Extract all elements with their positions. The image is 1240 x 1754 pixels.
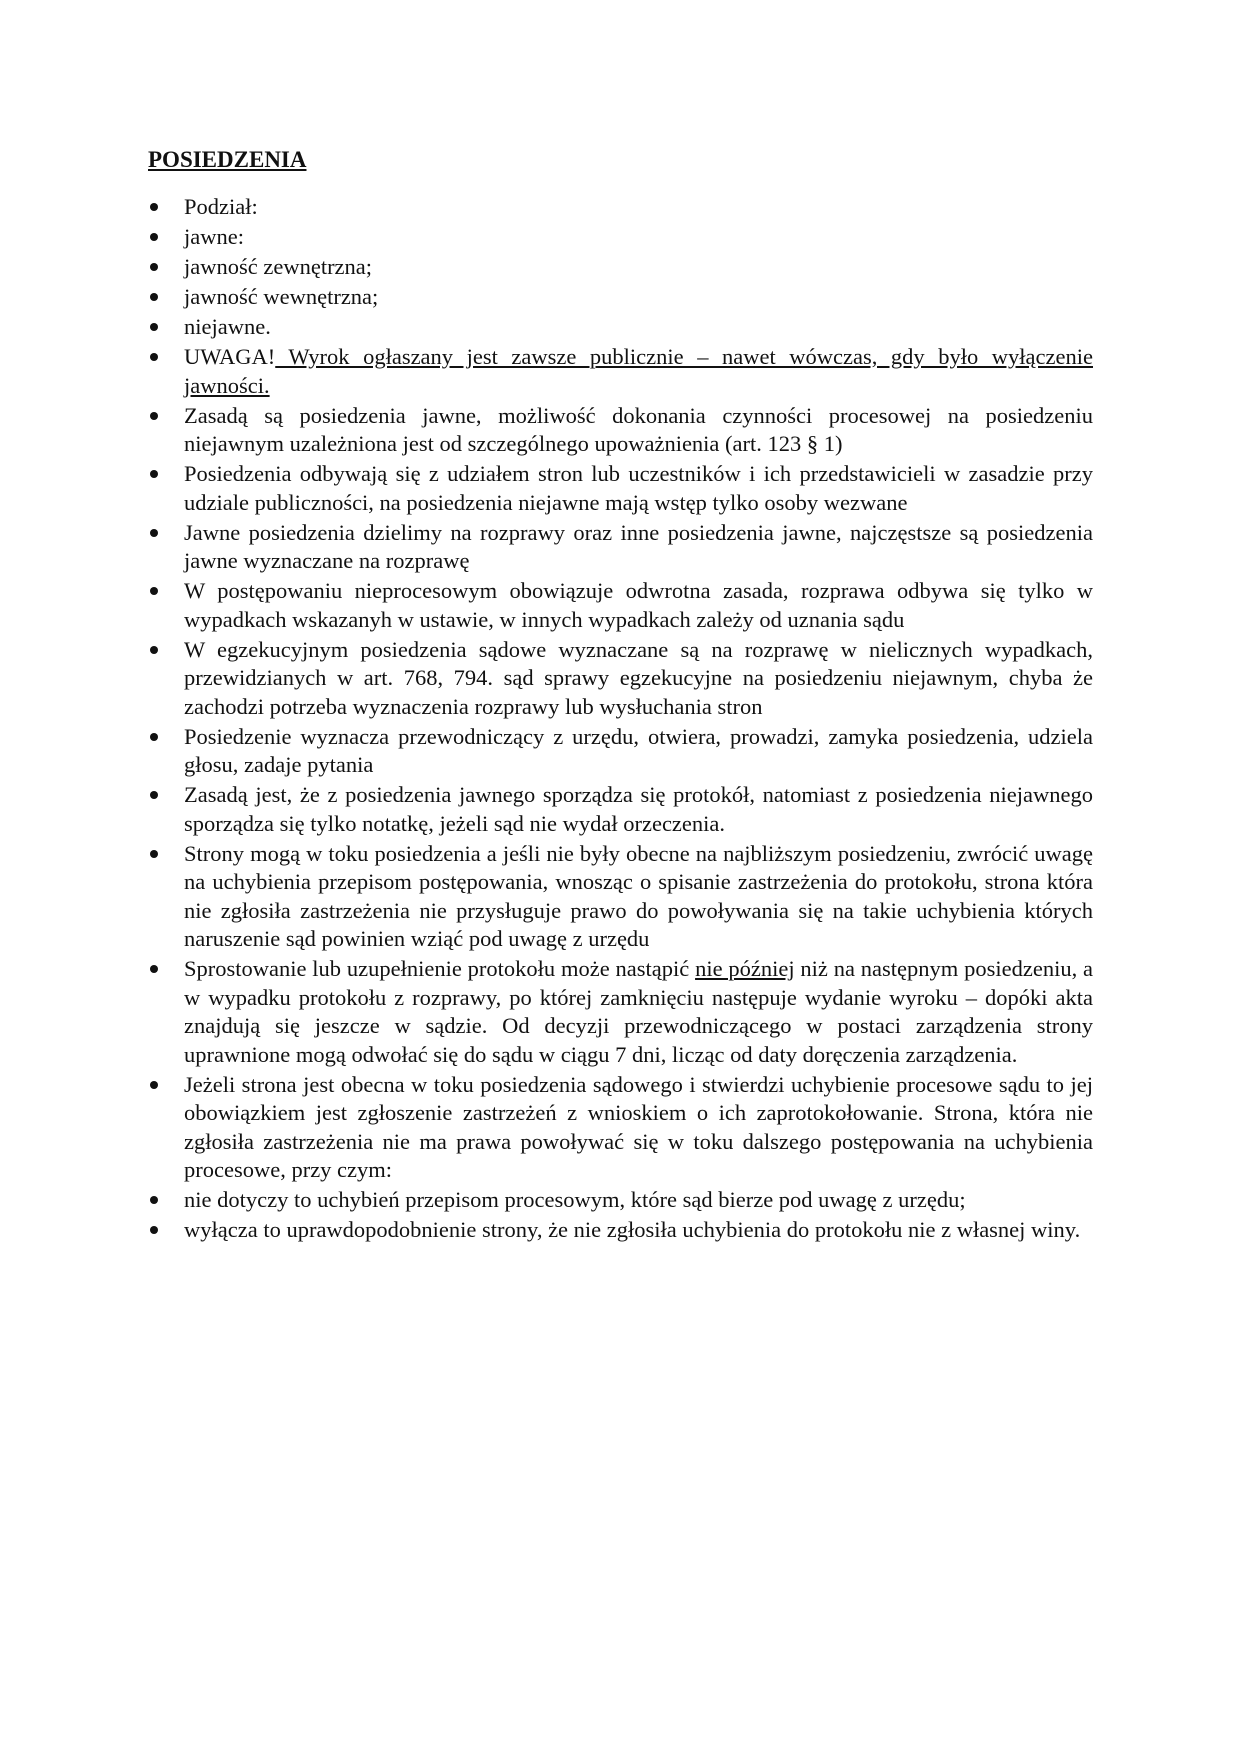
- bullet-icon: [150, 1196, 158, 1204]
- list-item-text: jawność zewnętrzna;: [184, 254, 373, 279]
- bullet-list: [148, 193, 1093, 1245]
- list-item-text-before: Sprostowanie lub uzupełnienie protokołu może nastąpić: [184, 956, 696, 981]
- list-item: [148, 636, 1093, 722]
- bullet-icon: [150, 587, 158, 595]
- list-item: [148, 253, 1093, 282]
- list-item-text: W egzekucyjnym posiedzenia sądowe wyznaczane są na rozprawę w nielicznych wypadkach, przewidzianych w art. 768, 794. sąd sprawy egzekucyjne na posiedzeniu niejawnym, chyba że zachodzi potrzeba wyznaczenia rozprawy lub wysłuchania stron: [184, 636, 1093, 719]
- list-item: [148, 519, 1093, 576]
- bullet-icon: [150, 353, 158, 361]
- list-item-text: Zasadą jest, że z posiedzenia jawnego sporządza się protokół, natomiast z posiedzenia niejawnego sporządza się tylko notatkę, jeżeli sąd nie wydał orzeczenia.: [184, 782, 1093, 836]
- bullet-icon: [150, 470, 158, 478]
- bullet-icon: [150, 850, 158, 858]
- list-item-text: Posiedzenie wyznacza przewodniczący z urzędu, otwiera, prowadzi, zamyka posiedzenia, udziela głosu, zadaje pytania: [184, 723, 1093, 777]
- list-item: [148, 223, 1093, 252]
- list-item-text: Jeżeli strona jest obecna w toku posiedzenia sądowego i stwierdzi uchybienie procesowe sądu to jej obowiązkiem jest zgłoszenie zastrzeżeń z wnioskiem o ich zaprotokołowanie. Strona, która nie zgłosiła zastrzeżenia nie ma prawa powoływać się w toku dalszego postępowania na uchybienia procesowe, przy czym:: [184, 1071, 1093, 1182]
- list-item-text: Strony mogą w toku posiedzenia a jeśli nie były obecne na najbliższym posiedzeniu, zwrócić uwagę na uchybienia przepisom postępowania, wnosząc o spisanie zastrzeżenia do protokołu, strona która nie zgłosiła zastrzeżenia nie przysługuje prawo do powoływania się na takie uchybienia których naruszenie sąd powinien wziąć pod uwagę z urzędu: [184, 840, 1093, 951]
- list-item-text: Posiedzenia odbywają się z udziałem stron lub uczestników i ich przedstawicieli w zasadzie przy udziale publiczności, na posiedzenia niejawne mają wstęp tylko osoby wezwane: [184, 461, 1093, 515]
- bullet-icon: [150, 965, 158, 973]
- list-item-text: W postępowaniu nieprocesowym obowiązuje odwrotna zasada, rozprawa odbywa się tylko w wypadkach wskazanyh w ustawie, w innych wypadkach zależy od uznania sądu: [184, 578, 1093, 632]
- warning-label: UWAGA!: [184, 344, 276, 369]
- list-item: [148, 193, 1093, 222]
- bullet-icon: [150, 1226, 158, 1234]
- underlined-phrase: nie później: [695, 956, 795, 981]
- list-item: [148, 460, 1093, 517]
- list-item: [148, 313, 1093, 342]
- list-item-text: Podział:: [184, 194, 258, 219]
- list-item: [148, 283, 1093, 312]
- list-item-text: niejawne.: [184, 314, 271, 339]
- bullet-icon: [150, 1081, 158, 1089]
- list-item: [148, 955, 1093, 1069]
- bullet-icon: [150, 233, 158, 241]
- bullet-icon: [150, 646, 158, 654]
- bullet-icon: [150, 412, 158, 420]
- list-item: [148, 840, 1093, 954]
- list-item-text: nie dotyczy to uchybień przepisom procesowym, które sąd bierze pod uwagę z urzędu;: [184, 1187, 966, 1212]
- list-item-text-after: niż na następnym posiedzeniu, a w wypadku protokołu z rozprawy, po której zamknięciu następuje wydanie wyroku – dopóki akta znajdują się jeszcze w sądzie. Od decyzji przewodniczącego w postaci zarządzenia strony uprawnione mogą odwołać się do sądu w ciągu 7 dni, licząc od daty doręczenia zarządzenia.: [184, 956, 1093, 1067]
- bullet-icon: [150, 203, 158, 211]
- page-title: POSIEDZENIA: [148, 147, 307, 172]
- list-item-text: jawne:: [184, 224, 244, 249]
- list-item: [148, 402, 1093, 459]
- bullet-icon: [150, 293, 158, 301]
- list-item: [148, 577, 1093, 634]
- list-item-text: wyłącza to uprawdopodobnienie strony, że nie zgłosiła uchybienia do protokołu nie z własnej winy.: [184, 1217, 1081, 1242]
- list-item: [148, 1216, 1093, 1245]
- list-item: [148, 781, 1093, 838]
- list-item-text: jawność wewnętrzna;: [184, 284, 379, 309]
- list-item: [148, 1186, 1093, 1215]
- warning-underlined-text: Wyrok ogłaszany jest zawsze publicznie – nawet wówczas, gdy było wyłączenie jawności.: [184, 344, 1093, 398]
- bullet-icon: [150, 529, 158, 537]
- list-item: [148, 723, 1093, 780]
- bullet-icon: [150, 733, 158, 741]
- document-body: [148, 146, 1093, 1246]
- list-item-warning: [148, 343, 1093, 400]
- bullet-icon: [150, 791, 158, 799]
- bullet-icon: [150, 263, 158, 271]
- bullet-icon: [150, 323, 158, 331]
- list-item-text: Zasadą są posiedzenia jawne, możliwość dokonania czynności procesowej na posiedzeniu niejawnym uzależniona jest od szczególnego upoważnienia (art. 123 § 1): [184, 402, 1093, 456]
- list-item: [148, 1071, 1093, 1185]
- list-item-text: Jawne posiedzenia dzielimy na rozprawy oraz inne posiedzenia jawne, najczęstsze są posiedzenia jawne wyznaczane na rozprawę: [184, 519, 1093, 573]
